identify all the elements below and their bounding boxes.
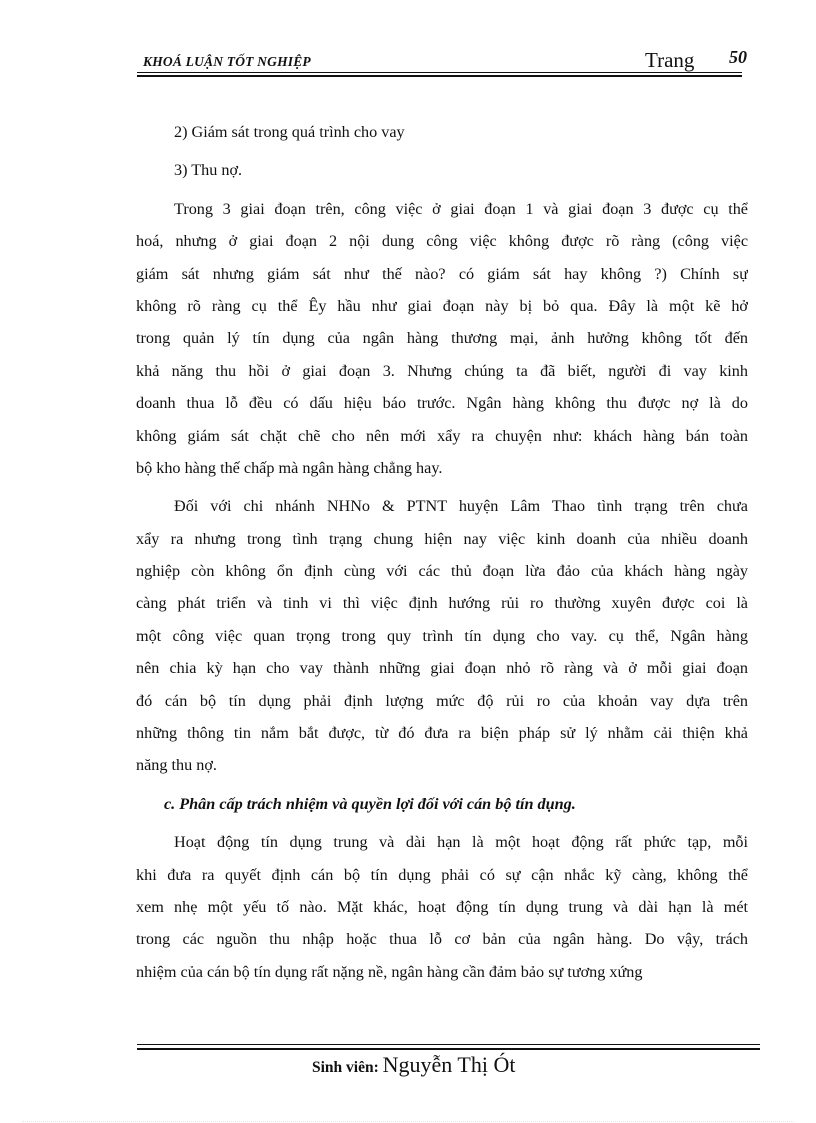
page-body: [136, 116, 748, 988]
paragraph-line: nhiệm của cán bộ tín dụng rất nặng nề, ngân hàng cần đảm bảo sự tương xứng: [136, 962, 643, 981]
paragraph-line: một công việc quan trọng trong quy trình tín dụng cho vay. cụ thể, Ngân hàng: [136, 626, 748, 645]
paragraph-line: Hoạt động tín dụng trung và dài hạn là một hoạt động rất phức tạp, mỗi: [174, 833, 748, 852]
paragraph-line: bộ kho hàng thế chấp mà ngân hàng chẳng hay.: [136, 458, 443, 477]
page-label: Trang: [645, 48, 695, 72]
paragraph-line: nên chia kỳ hạn cho vay thành những giai đoạn nhỏ rõ ràng và ở mỗi giai đoạn: [136, 659, 748, 678]
student-label: Sinh viên: [312, 1059, 374, 1076]
page-header: [137, 47, 747, 82]
page-number: 50: [729, 47, 747, 67]
student-name: Nguyễn Thị Ót: [382, 1052, 516, 1077]
paragraph-line: trong các nguồn thu nhập hoặc thua lỗ cơ bản của ngân hàng. Do vậy, trách: [136, 930, 748, 949]
paragraph-line: khi đưa ra quyết định cán bộ tín dụng phải có sự cận nhắc kỹ càng, không thể: [136, 865, 748, 884]
paragraph-line: càng phát triển và tinh vi thì việc định hướng rủi ro thường xuyên được coi là: [136, 594, 748, 613]
paragraph-line: Trong 3 giai đoạn trên, công việc ở giai đoạn 1 và giai đoạn 3 được cụ thể: [174, 199, 748, 218]
paragraph-line: trong quản lý tín dụng của ngân hàng thương mại, ảnh hưởng không tốt đến: [136, 329, 748, 348]
paragraph-line: khả năng thu hồi ở giai đoạn 3. Nhưng chúng ta đã biết, người đi vay kinh: [136, 361, 748, 380]
paragraph-line: đó cán bộ tín dụng phải định lượng mức độ rủi ro của khoản vay dựa trên: [136, 691, 748, 710]
list-item: 3) Thu nợ.: [174, 161, 243, 180]
section-heading: c. Phân cấp trách nhiệm và quyền lợi đối với cán bộ tín dụng.: [164, 794, 576, 813]
thesis-title: KHOÁ LUẬN TỐT NGHIỆP: [143, 54, 311, 69]
paragraph-line: nghiệp còn không ổn định cùng với các thủ đoạn lừa đảo của khách hàng ngày: [136, 562, 748, 581]
footer-rule-thick: [137, 1048, 760, 1050]
paragraph-line: không giám sát chặt chẽ cho nên mới xẩy ra chuyện như: khách hàng bán toàn: [136, 426, 748, 445]
footer-rule: [137, 1044, 760, 1045]
page-edge-dotted-line: [22, 1121, 794, 1122]
paragraph-line: hoá, nhưng ở giai đoạn 2 nội dung công việc không được rõ ràng (công việc: [136, 232, 748, 251]
paragraph-line: không rõ ràng cụ thể Êy hầu như giai đoạn này bị bỏ qua. Đây là một kẽ hở: [136, 296, 748, 315]
paragraph-line: doanh thua lỗ đều có dấu hiệu báo trước. Ngân hàng không thu được nợ là do: [136, 394, 748, 413]
paragraph-line: Đối với chi nhánh NHNo & PTNT huyện Lâm Thao tình trạng trên chưa: [174, 497, 748, 516]
paragraph-line: giám sát nhưng giám sát như thế nào? có giám sát hay không ?) Chính sự: [136, 264, 748, 283]
paragraph-line: năng thu nợ.: [136, 756, 217, 775]
header-rule: [137, 72, 742, 73]
header-rule-thick: [137, 75, 742, 77]
list-item: 2) Giám sát trong quá trình cho vay: [174, 123, 405, 141]
paragraph-line: xẩy ra nhưng trong tình trạng chung hiện nay việc kinh doanh của nhiều doanh: [136, 529, 748, 548]
paragraph-line: những thông tin nắm bắt được, từ đó đưa ra biện pháp sử lý nhằm cải thiện khả: [136, 724, 748, 743]
paragraph-line: xem nhẹ một yếu tố nào. Mặt khác, hoạt động tín dụng trung và dài hạn là mét: [136, 897, 748, 916]
student-signature: [312, 1052, 515, 1078]
label-colon: :: [373, 1059, 383, 1076]
